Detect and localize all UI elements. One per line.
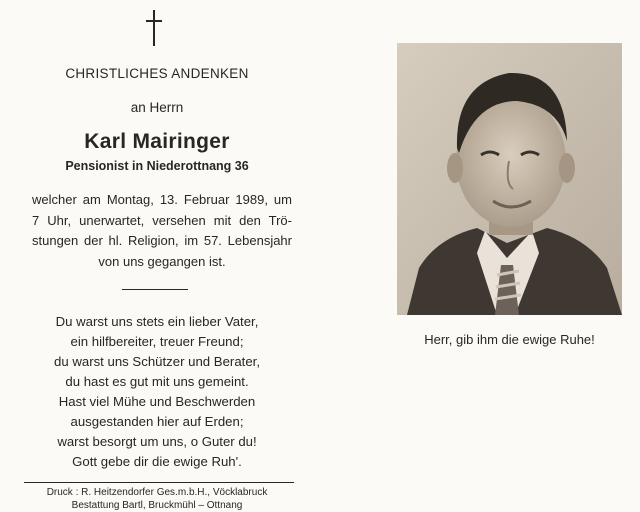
photo-caption: Herr, gib ihm die ewige Ruhe! (397, 332, 622, 347)
footer-rule (24, 482, 294, 483)
cross-icon (144, 10, 164, 46)
notice-line: von uns gegangen ist. (32, 252, 292, 273)
poem-line: du hast es gut mit uns gemeint. (20, 372, 294, 392)
poem-line: ein hilfbereiter, treuer Freund; (20, 332, 294, 352)
poem-line: warst besorgt um uns, o Guter du! (20, 432, 294, 452)
poem-line: du warst uns Schützer und Berater, (20, 352, 294, 372)
card-heading: CHRISTLICHES ANDENKEN (20, 66, 294, 81)
notice-line: 7 Uhr, unerwartet, versehen mit den Trö- (32, 211, 292, 232)
poem-line: Hast viel Mühe und Beschwerden (20, 392, 294, 412)
printer-credits (20, 487, 294, 512)
salutation: an Herrn (20, 100, 294, 115)
poem (20, 312, 294, 472)
deceased-name: Karl Mairinger (20, 130, 294, 154)
poem-line: ausgestanden hier auf Erden; (20, 412, 294, 432)
notice-line: welcher am Montag, 13. Februar 1989, um (32, 190, 292, 211)
divider (122, 289, 188, 290)
deceased-subtitle: Pensionist in Niederottnang 36 (20, 159, 294, 173)
portrait-photo-icon (397, 43, 622, 315)
poem-line: Gott gebe dir die ewige Ruh'. (20, 452, 294, 472)
notice-line: stungen der hl. Religion, im 57. Lebensjahr (32, 231, 292, 252)
printer-line: Druck : R. Heitzendorfer Ges.m.b.H., Vöcklabruck (20, 487, 294, 500)
death-notice-text (32, 190, 292, 272)
poem-line: Du warst uns stets ein lieber Vater, (20, 312, 294, 332)
printer-line: Bestattung Bartl, Bruckmühl – Ottnang (20, 500, 294, 512)
portrait-photo (397, 43, 622, 315)
